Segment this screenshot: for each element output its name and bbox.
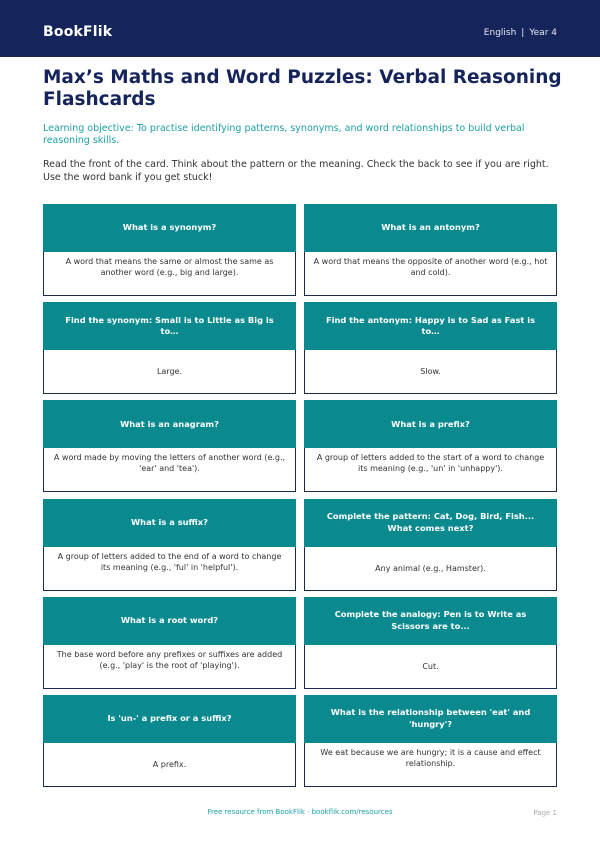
flashcard [304, 204, 557, 296]
footer-link[interactable]: Free resource from BookFlik · bookflik.com/resources [207, 808, 393, 816]
instructions-text: Read the front of the card. Think about the pattern or the meaning. Check the back to see if you are right. Use the word bank if you get stuck! [43, 159, 549, 183]
card-back: A group of letters added to the end of a word to change its meaning (e.g., 'ful' in 'helpful'). [43, 547, 296, 591]
flashcard [43, 597, 296, 689]
flashcard [304, 400, 557, 492]
card-front: What is a suffix? [43, 499, 296, 547]
header-meta [484, 28, 557, 38]
card-back: We eat because we are hungry; it is a cause and effect relationship. [304, 743, 557, 787]
card-front: Complete the analogy: Pen is to Write as Scissors are to... [304, 597, 557, 645]
card-front: What is a prefix? [304, 400, 557, 448]
flashcard [43, 302, 296, 394]
page-title: Max’s Maths and Word Puzzles: Verbal Reasoning Flashcards [43, 67, 562, 110]
brand-logo-text[interactable]: BookFlik [43, 24, 113, 40]
card-row [43, 499, 557, 591]
card-back: A word that means the same or almost the same as another word (e.g., big and large). [43, 252, 296, 296]
card-front: Find the synonym: Small is to Little as Big is to… [43, 302, 296, 350]
card-back: A word made by moving the letters of another word (e.g., 'ear' and 'tea'). [43, 448, 296, 492]
card-back: Cut. [304, 645, 557, 689]
flashcard [43, 204, 296, 296]
flashcard-grid [43, 204, 557, 793]
year-label: Year 4 [529, 28, 557, 38]
card-row [43, 302, 557, 394]
learning-objective: Learning objective: To practise identifying patterns, synonyms, and word relationships to build verbal reasoning skills. [43, 123, 525, 146]
card-row [43, 400, 557, 492]
card-back: A group of letters added to the start of a word to change its meaning (e.g., 'un' in 'unhappy'). [304, 448, 557, 492]
card-front: What is the relationship between 'eat' and 'hungry'? [304, 695, 557, 743]
flashcard [43, 400, 296, 492]
card-row [43, 695, 557, 787]
card-front: What is a root word? [43, 597, 296, 645]
card-row [43, 597, 557, 689]
card-back: Slow. [304, 350, 557, 394]
flashcard [43, 499, 296, 591]
card-back: Any animal (e.g., Hamster). [304, 547, 557, 591]
card-front: Find the antonym: Happy is to Sad as Fast is to… [304, 302, 557, 350]
flashcard [304, 695, 557, 787]
page-number: Page 1 [533, 809, 557, 817]
card-front: Complete the pattern: Cat, Dog, Bird, Fish... What comes next? [304, 499, 557, 547]
card-front: What is an antonym? [304, 204, 557, 252]
card-back: Large. [43, 350, 296, 394]
card-back: A word that means the opposite of another word (e.g., hot and cold). [304, 252, 557, 296]
card-front: What is an anagram? [43, 400, 296, 448]
card-row [43, 204, 557, 296]
card-back: The base word before any prefixes or suffixes are added (e.g., 'play' is the root of 'playing'). [43, 645, 296, 689]
header-separator: | [521, 28, 525, 38]
card-back: A prefix. [43, 743, 296, 787]
flashcard [304, 302, 557, 394]
header-bar [0, 0, 600, 57]
flashcard [304, 597, 557, 689]
card-front: Is 'un-' a prefix or a suffix? [43, 695, 296, 743]
flashcard [304, 499, 557, 591]
card-front: What is a synonym? [43, 204, 296, 252]
subject-label: English [483, 28, 517, 38]
flashcard [43, 695, 296, 787]
